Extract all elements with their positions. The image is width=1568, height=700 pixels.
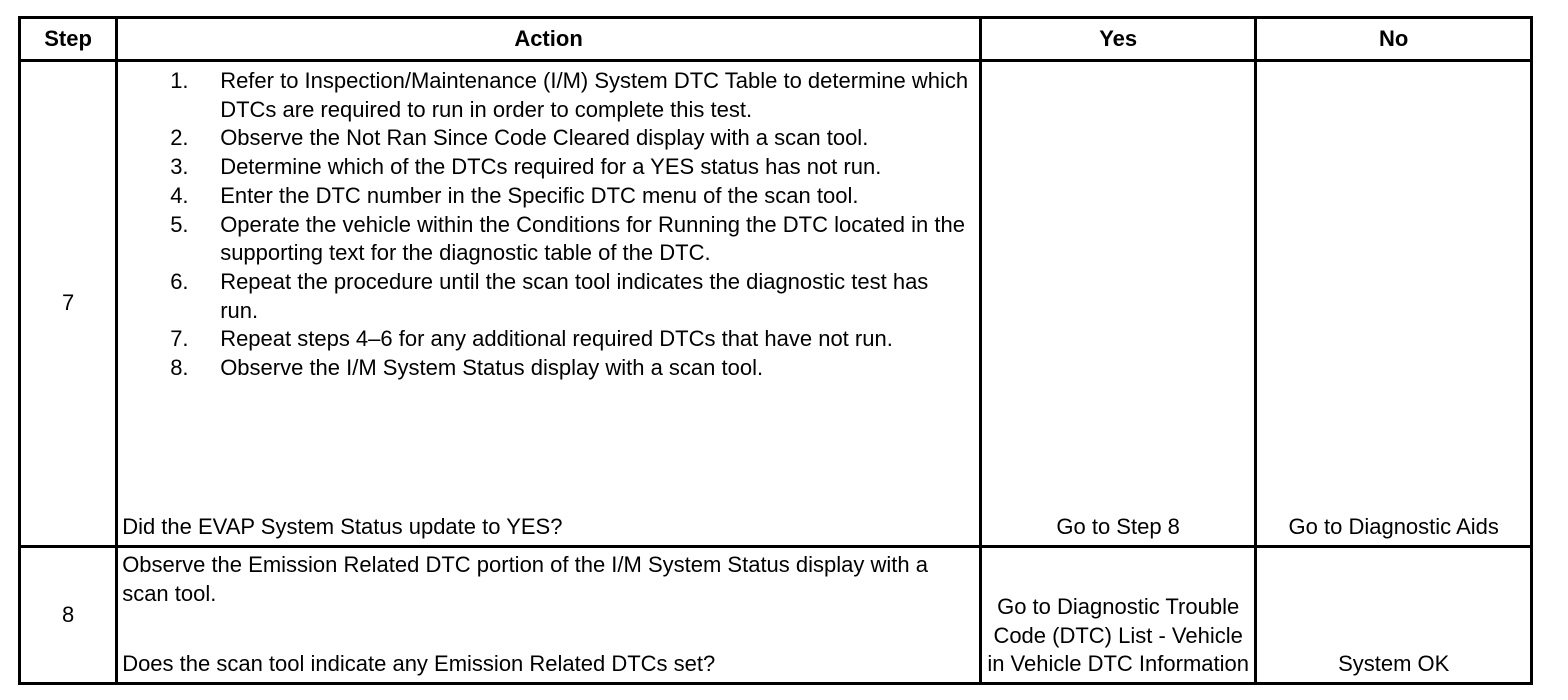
list-item: [118, 67, 979, 124]
item-number: 4.: [170, 182, 189, 208]
item-number: 2.: [170, 125, 189, 151]
list-item: [118, 354, 979, 383]
yes-result-text: Go to Step 8: [1056, 514, 1180, 540]
no-result: [1256, 61, 1532, 547]
item-number: 7.: [170, 326, 189, 352]
item-number: 1.: [170, 68, 189, 93]
header-no: No: [1256, 18, 1532, 61]
action-cell: [117, 547, 981, 684]
list-item: [118, 124, 979, 153]
step-number: 7: [20, 61, 117, 547]
item-text: Determine which of the DTCs required for a YES status has not run.: [220, 154, 882, 180]
header-step: Step: [20, 18, 117, 61]
step-question: Did the EVAP System Status update to YES?: [122, 514, 563, 540]
list-item: [118, 268, 979, 325]
step-instruction: Observe the Emission Related DTC portion of the I/M System Status display with a scan tool.: [122, 552, 928, 606]
step-question: Does the scan tool indicate any Emission Related DTCs set?: [122, 651, 716, 677]
list-item: [118, 325, 979, 354]
step-number: 8: [20, 547, 117, 684]
item-text: Observe the Not Ran Since Code Cleared display with a scan tool.: [220, 125, 869, 151]
item-number: 8.: [170, 355, 189, 381]
item-text: Operate the vehicle within the Conditions for Running the DTC located in the supporting text for the diagnostic table of the DTC.: [220, 211, 965, 266]
no-result-text: System OK: [1338, 651, 1450, 677]
item-number: 6.: [170, 268, 189, 294]
list-item: [118, 153, 979, 182]
no-result-text: Go to Diagnostic Aids: [1288, 514, 1499, 540]
diagnostic-procedure-table: [18, 16, 1533, 685]
no-result: [1256, 547, 1532, 684]
action-cell: [117, 61, 981, 547]
item-number: 5.: [170, 211, 189, 237]
item-text: Refer to Inspection/Maintenance (I/M) System DTC Table to determine which DTCs are required to run in order to complete this test.: [220, 68, 969, 122]
header-action: Action: [117, 18, 981, 61]
header-row: [20, 18, 1532, 61]
yes-result: [980, 61, 1256, 547]
yes-result: [980, 547, 1256, 684]
procedure-list: [118, 62, 979, 383]
item-text: Enter the DTC number in the Specific DTC menu of the scan tool.: [220, 182, 859, 208]
yes-result-text: Go to Diagnostic Trouble Code (DTC) List - Vehicle in Vehicle DTC Information: [987, 593, 1249, 677]
table-row: [20, 547, 1532, 684]
item-number: 3.: [170, 154, 189, 180]
header-yes: Yes: [980, 18, 1256, 61]
list-item: [118, 182, 979, 211]
table-row: [20, 61, 1532, 547]
item-text: Repeat the procedure until the scan tool indicates the diagnostic test has run.: [220, 268, 929, 323]
item-text: Repeat steps 4–6 for any additional required DTCs that have not run.: [220, 326, 893, 352]
item-text: Observe the I/M System Status display with a scan tool.: [220, 355, 764, 381]
list-item: [118, 211, 979, 268]
